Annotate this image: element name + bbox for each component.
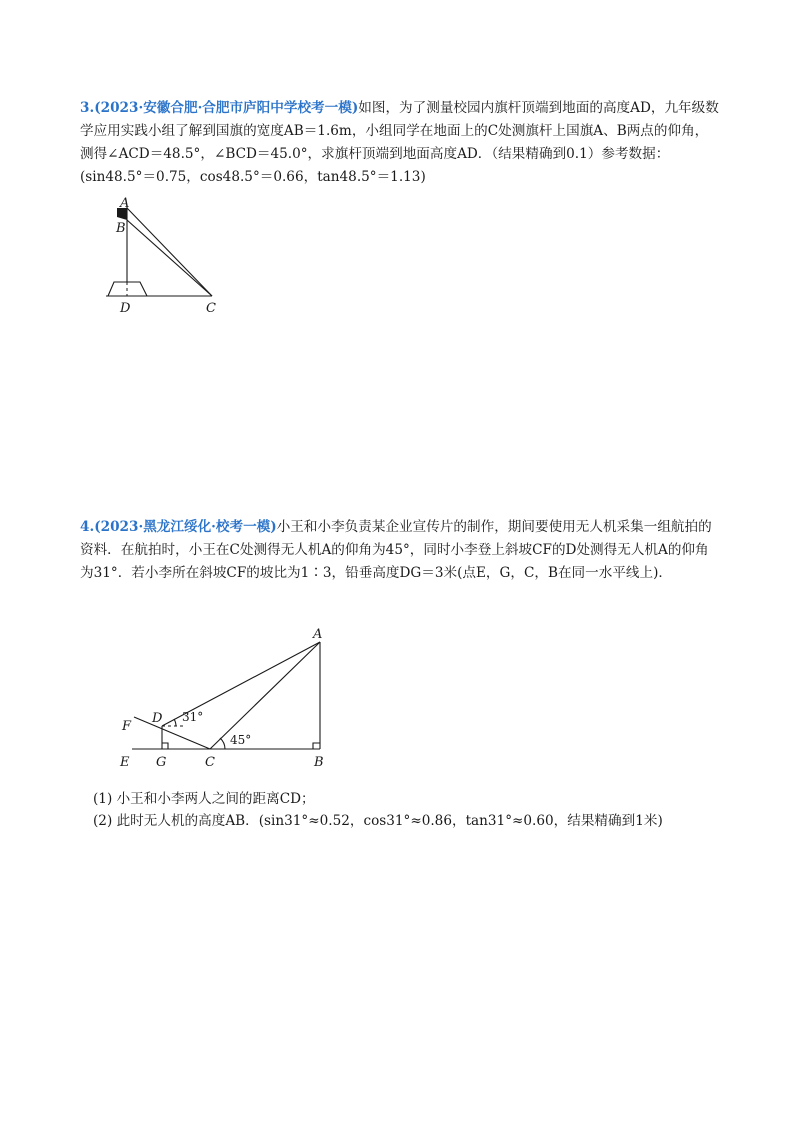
angle-label-d: 31° <box>182 710 204 724</box>
angle-label-c: 45° <box>230 733 252 747</box>
problem-4-source: (2023·黑龙江绥化·校考一模) <box>94 519 277 535</box>
label-c: C <box>206 301 216 316</box>
problem-3 <box>80 97 720 189</box>
label-c: C <box>205 755 215 770</box>
label-d: D <box>120 301 131 316</box>
sight-line-ac <box>127 208 212 296</box>
problem-3-text: 如图，为了测量校园内旗杆顶端到地面的高度AD，九年级数学应用实践小组了解到国旗的宽度AB＝1.6m，小组同学在地面上的C处测旗杆上国旗A、B两点的仰角，测得∠ACD＝48.5°，∠BCD＝45.0°，求旗杆顶端到地面高度AD．（结果精确到0.1）参考数据：(sin48.5°＝0.75，cos48.5°＝0.66，tan48.5°＝1.13) <box>80 100 719 185</box>
sight-line-bc <box>127 220 212 296</box>
problem-3-number: 3. <box>80 100 95 116</box>
right-angle-b <box>313 743 320 749</box>
problem-4-text: 小王和小李负责某企业宣传片的制作，期间要使用无人机采集一组航拍的资料．在航拍时，小王在C处测得无人机A的仰角为45°，同时小李登上斜坡CF的D处测得无人机A的仰角为31°．若小李所在斜坡CF的坡比为1∶3，铅垂高度DG＝3米(点E，G，C，B在同一水平线上)． <box>80 519 712 581</box>
label-b: B <box>314 755 324 770</box>
problem-4-number: 4. <box>80 519 95 535</box>
question-2: (2) 此时无人机的高度AB．(sin31°≈0.52，cos31°≈0.86，tan31°≈0.60，结果精确到1米) <box>93 813 663 829</box>
label-a: A <box>120 196 130 211</box>
angle-arc-d <box>174 719 176 726</box>
right-angle-g <box>162 743 168 749</box>
sight-line-ca <box>210 642 320 749</box>
flagpole-figure <box>100 195 230 320</box>
angle-arc-c <box>220 738 225 749</box>
label-g: G <box>156 755 167 770</box>
label-b: B <box>116 221 126 236</box>
label-a: A <box>313 627 323 642</box>
label-f: F <box>122 719 132 734</box>
question-1: (1) 小王和小李两人之间的距离CD； <box>93 791 315 807</box>
problem-4 <box>80 516 720 585</box>
drone-figure <box>110 622 340 772</box>
problem-3-source: (2023·安徽合肥·合肥市庐阳中学校考一模) <box>94 100 359 116</box>
label-e: E <box>120 755 130 770</box>
label-d: D <box>152 711 163 726</box>
